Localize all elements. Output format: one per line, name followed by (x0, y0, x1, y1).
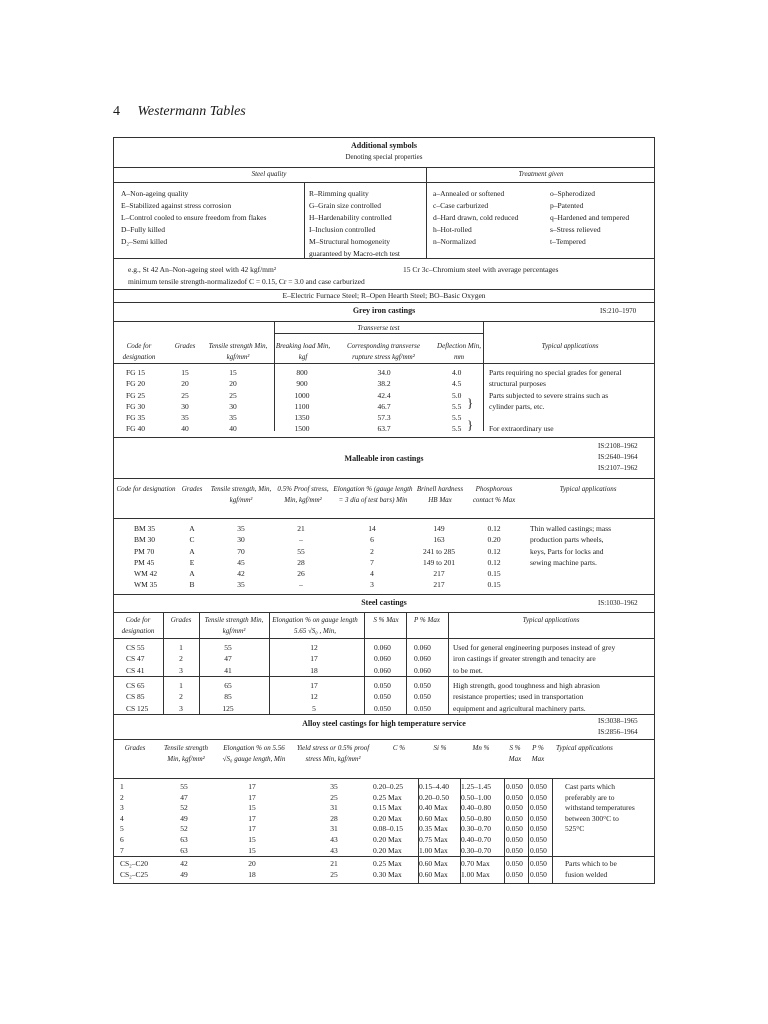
divider (448, 612, 449, 714)
header-deflection: Deflection Min, mm (437, 342, 481, 361)
grey-apps (489, 367, 621, 435)
divider (114, 612, 654, 613)
app-line: withstand temperatures (565, 803, 635, 813)
brace-icon: } (467, 417, 474, 432)
steel-castings-standard: IS:1030–1962 (598, 599, 638, 607)
header-tensile: Tensile strength, Min, kgf/mm² (210, 485, 272, 504)
alloy-apps-1 (565, 782, 635, 835)
header-code: Code for designation (116, 485, 176, 493)
malleable-elong-column: 14 6 2 7 4 3 (368, 524, 376, 590)
grey-iron-title: Grey iron castings (352, 306, 416, 315)
symbol-item: A–Non-ageing quality (121, 189, 189, 198)
grey-grades-column: 15 20 25 30 35 40 (181, 368, 189, 434)
divider (114, 478, 654, 479)
steel-quality-list-2 (309, 188, 400, 260)
standard-code: IS:2108–1962 (598, 442, 638, 450)
steel-s-column: 0.050 0.050 0.050 (374, 681, 391, 713)
alloy-c-column: 0.25 Max 0.30 Max (373, 859, 402, 879)
divider (269, 612, 270, 714)
symbol-item: guaranteed by Macro-etch test (309, 249, 400, 258)
divider (163, 612, 164, 714)
transverse-test-label: Transverse test (357, 324, 400, 332)
alloy-s-column: 0.050 0.050 (506, 859, 523, 879)
symbol-item: q–Hardened and tempered (550, 213, 630, 222)
malleable-title: Malleable iron castings (344, 454, 424, 463)
symbol-item: I–Inclusion controlled (309, 225, 376, 234)
malleable-tensile-column: 35 30 70 45 42 35 (237, 524, 245, 590)
divider (114, 302, 654, 303)
header-yield: Yield stress or 0.5% proof stress Min, kgf/mm² (296, 744, 370, 763)
app-line (489, 412, 621, 423)
alloy-elong-column: 20 18 (248, 859, 256, 879)
header-grades: Grades (174, 342, 196, 350)
standard-code: IS:3038–1965 (598, 717, 638, 725)
header-breaking-load: Breaking load Min, kgf (275, 342, 331, 361)
malleable-phos-column: 0.12 0.20 0.12 0.12 0.15 0.15 (487, 524, 501, 590)
malleable-grades-column: A C A E A B (189, 524, 195, 590)
header-brinell: Brinell hardness HB Max (416, 485, 464, 504)
page-number: 4 (113, 104, 120, 119)
divider (114, 321, 654, 322)
divider (483, 321, 484, 431)
app-line: 525°C (565, 824, 585, 834)
app-line: Cast parts which (565, 782, 615, 791)
alloy-c-column: 0.20–0.25 0.25 Max 0.15 Max 0.20 Max 0.08–0.15 0.20 Max 0.20 Max (373, 782, 403, 855)
steel-p-column: 0.050 0.050 0.050 (414, 681, 431, 713)
alloy-apps-2 (565, 859, 617, 880)
example-text-right: 15 Cr 3c–Chromium steel with average percentages (403, 265, 559, 274)
header-mn-percent: Mn % (472, 744, 490, 752)
alloy-grades-column: CS₂–C20 CS₂–C25 (120, 859, 149, 879)
grey-rupture-column: 34.0 38.2 42.4 46.7 57.3 63.7 (377, 368, 391, 434)
alloy-si-column: 0.60 Max 0.60 Max (419, 859, 448, 879)
header-code: Code for designation (122, 342, 156, 361)
divider (274, 333, 483, 334)
app-line: Parts which to be (565, 859, 617, 868)
malleable-proof-column: 21 – 55 28 26 – (297, 524, 305, 590)
brace-icon: } (467, 395, 474, 410)
app-line: keys, Parts for locks and (530, 546, 604, 556)
steel-tensile-column: 55 47 41 (224, 643, 232, 675)
app-line: iron castings if greater strength and tenacity are (453, 654, 596, 664)
header-tensile: Tensile strength Min, kgf/mm² (208, 342, 268, 361)
symbol-item: H–Hardenability controlled (309, 213, 392, 222)
steel-castings-title: Steel castings (361, 598, 407, 607)
header-proof-stress: 0.5% Proof stress, Min, kgf/mm² (277, 485, 329, 504)
app-line: equipment and agricultural machinery parts. (453, 703, 586, 713)
alloy-p-column: 0.050 0.050 0.050 0.050 0.050 0.050 0.050 (530, 782, 547, 855)
example-text-1: e.g., St 42 An–Non-ageing steel with 42 kgf/mm² (128, 265, 277, 274)
header-grades: Grades (181, 485, 203, 493)
app-line: production parts wheels, (530, 535, 604, 545)
additional-symbols-subtitle: Denoting special properties (345, 153, 423, 161)
header-grades: Grades (170, 616, 192, 624)
alloy-yield-column: 21 25 (330, 859, 338, 879)
steel-code-column: CS 65 CS 85 CS 125 (126, 681, 149, 713)
malleable-standards (598, 441, 638, 474)
header-elongation: Elongation % (gauge length = 3 dia of test bars) Min (333, 485, 413, 504)
standard-code: IS:2856–1964 (598, 728, 638, 736)
alloy-grades-column: 1 2 3 4 5 6 7 (120, 782, 124, 855)
header-tensile: Tensile strength Min, kgf/mm² (204, 616, 264, 635)
alloy-standards (598, 716, 638, 738)
grey-deflection-column: 4.0 4.5 5.0 5.5 5.5 5.5 (452, 368, 462, 434)
app-line: preferably are to (565, 792, 615, 802)
symbol-item: E–Stabilized against stress corrosion (121, 201, 232, 210)
divider (528, 778, 529, 883)
header-tensile: Tensile strength Min, kgf/mm² (163, 744, 208, 763)
header-p-percent: P % Max (531, 744, 545, 763)
divider (114, 258, 654, 259)
steel-elong-column: 12 17 18 (310, 643, 318, 675)
divider (114, 289, 654, 290)
divider (114, 856, 654, 857)
divider (274, 321, 275, 431)
app-line: For extraordinary use (489, 424, 554, 434)
header-apps: Typical applications (556, 744, 613, 752)
alloy-p-column: 0.050 0.050 (530, 859, 547, 879)
divider (114, 167, 654, 168)
alloy-si-column: 0.15–4.40 0.20–0.50 0.40 Max 0.60 Max 0.35 Max 0.75 Max 1.00 Max (419, 782, 449, 855)
divider (114, 714, 654, 715)
symbol-item: d–Hard drawn, cold reduced (433, 213, 519, 222)
header-elongation: Elongation % on 5.56 √S₀ gauge length, Min (222, 744, 286, 763)
additional-symbols-title: Additional symbols (350, 141, 418, 150)
app-line: High strength, good toughness and high abrasion (453, 681, 600, 690)
divider (406, 612, 407, 714)
app-line: cylinder parts, etc. (489, 401, 545, 411)
header-s-percent: S % Max (373, 616, 399, 624)
page-header (113, 104, 246, 120)
app-line: Thin walled castings; mass (530, 524, 612, 533)
alloy-tensile-column: 42 49 (180, 859, 188, 879)
grey-iron-standard: IS:210–1970 (600, 307, 637, 315)
app-line: structural purposes (489, 379, 546, 389)
symbol-item: D–Fully killed (121, 225, 165, 234)
app-line: between 300°C to (565, 813, 619, 823)
book-title: Westermann Tables (137, 104, 246, 119)
treatment-label: Treatment given (518, 170, 564, 178)
header-grades: Grades (124, 744, 146, 752)
header-si-percent: Si % (433, 744, 447, 752)
grey-tensile-column: 15 20 25 30 35 40 (229, 368, 237, 434)
symbol-item: c–Case carburized (433, 201, 489, 210)
steel-apps-2 (453, 680, 600, 714)
divider (114, 676, 654, 677)
symbol-item: R–Rimming quality (309, 189, 369, 198)
steel-code-column: CS 55 CS 47 CS 41 (126, 643, 145, 675)
divider (114, 739, 654, 740)
header-code: Code for designation (121, 616, 155, 635)
alloy-s-column: 0.050 0.050 0.050 0.050 0.050 0.050 0.050 (506, 782, 523, 855)
app-line: to be met. (453, 665, 483, 675)
malleable-code-column: BM 35 BM 30 PM 70 PM 45 WM 42 WM 35 (134, 524, 158, 590)
symbol-item: s–Stress relieved (550, 225, 601, 234)
divider (426, 167, 427, 258)
treatment-list-2 (550, 188, 629, 248)
divider (418, 778, 419, 883)
header-p-percent: P % Max (414, 616, 440, 624)
symbol-item: h–Hot-rolled (433, 225, 472, 234)
app-line: Used for general engineering purposes instead of grey (453, 643, 616, 652)
divider (304, 182, 305, 258)
malleable-brinell-column: 149 163 241 to 285 149 to 201 217 217 (422, 524, 456, 590)
divider (114, 182, 654, 183)
divider (114, 363, 654, 364)
alloy-mn-column: 1.25–1.45 0.50–1.00 0.40–0.80 0.50–0.80 0.30–0.70 0.40–0.70 0.30–0.70 (461, 782, 491, 855)
divider (460, 778, 461, 883)
steel-quality-list-1 (121, 188, 266, 248)
symbol-item: t–Tempered (550, 237, 586, 246)
header-rupture-stress: Corresponding transverse rupture stress kgf/mm² (346, 342, 421, 361)
steel-s-column: 0.060 0.060 0.060 (374, 643, 391, 675)
app-line: resistance properties; used in transportation (453, 692, 584, 702)
divider (114, 594, 654, 595)
standard-code: IS:2640–1964 (598, 453, 638, 461)
steel-elong-column: 17 12 5 (310, 681, 318, 713)
symbol-item: L–Control cooled to ensure freedom from flakes (121, 213, 267, 222)
header-c-percent: C % (392, 744, 406, 752)
steel-tensile-column: 65 85 125 (222, 681, 234, 713)
symbol-item: p–Patented (550, 201, 584, 210)
symbol-item: G–Grain size controlled (309, 201, 382, 210)
header-apps: Typical applications (522, 616, 580, 624)
app-line: fusion welded (565, 869, 608, 879)
grey-code-column: FG 15 FG 20 FG 25 FG 30 FG 35 FG 40 (126, 368, 145, 434)
divider (199, 612, 200, 714)
alloy-mn-column: 0.70 Max 1.00 Max (461, 859, 490, 879)
symbol-item: a–Annealed or softened (433, 189, 505, 198)
symbol-item: n–Normalized (433, 237, 476, 246)
header-phosphorous: Phosphorous contact % Max (472, 485, 516, 504)
alloy-tensile-column: 55 47 52 49 52 63 63 (180, 782, 188, 855)
steel-p-column: 0.060 0.060 0.060 (414, 643, 431, 675)
app-line: Parts subjected to severe strains such as (489, 390, 609, 400)
steel-quality-label: Steel quality (251, 170, 287, 178)
divider (552, 778, 553, 883)
treatment-list-1 (433, 188, 518, 248)
symbol-item: D₂–Semi killed (121, 237, 168, 246)
alloy-steel-title: Alloy steel castings for high temperature service (302, 719, 466, 728)
tables-frame (113, 137, 655, 884)
steel-grades-column: 1 2 3 (179, 643, 183, 675)
divider (504, 778, 505, 883)
divider (114, 518, 654, 519)
header-elongation: Elongation % on gauge length 5.65 √S₀ , Min, (272, 616, 358, 635)
grey-breaking-column: 800 900 1000 1100 1350 1500 (294, 368, 310, 434)
header-s-percent: S % Max (508, 744, 522, 763)
symbol-item: M–Structural homogeneity (309, 237, 391, 246)
divider (364, 612, 365, 714)
divider (114, 778, 654, 779)
steel-grades-column: 1 2 3 (179, 681, 183, 713)
malleable-apps (530, 523, 611, 568)
divider (114, 638, 654, 639)
furnace-note: E–Electric Furnace Steel; R–Open Hearth Steel; BO–Basic Oxygen (282, 291, 486, 300)
app-line: Parts requiring no special grades for general (489, 368, 622, 377)
divider (114, 437, 654, 438)
steel-apps-1 (453, 642, 615, 676)
alloy-elong-column: 17 17 15 17 17 15 15 (248, 782, 256, 855)
standard-code: IS:2107–1962 (598, 464, 638, 472)
header-apps: Typical applications (559, 485, 617, 493)
example-text-2: minimum tensile strength-normalizedof C = 0.15, Cr = 3.0 and case carburized (128, 277, 365, 286)
symbol-item: o–Spherodized (550, 189, 595, 198)
alloy-yield-column: 35 25 31 28 31 43 43 (330, 782, 338, 855)
header-apps: Typical applications (541, 342, 599, 350)
app-line: sewing machine parts. (530, 557, 597, 567)
